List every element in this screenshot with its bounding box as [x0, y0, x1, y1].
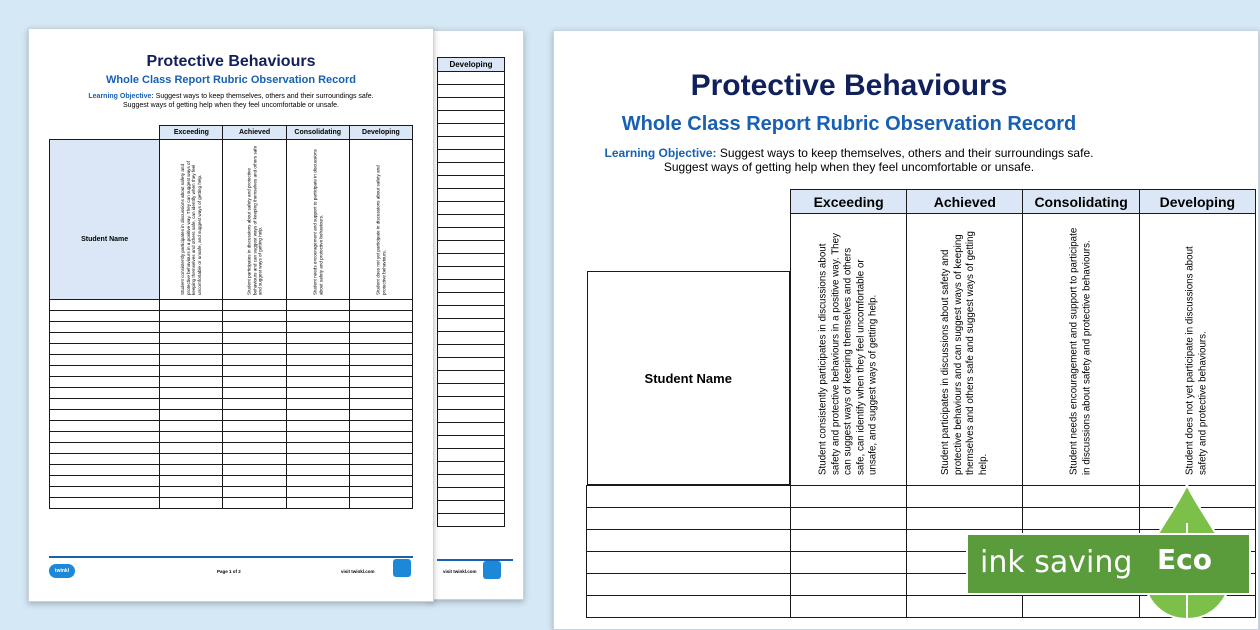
front-desc-achieved-text: Student participates in discussions about safety and protective behaviours and can suggest ways of keeping themselves and others safe and suggest ways of getting help.: [246, 145, 263, 295]
back-footer-badge: [483, 561, 501, 579]
table-row: [50, 366, 413, 377]
table-row: [438, 397, 505, 410]
table-cell[interactable]: [50, 355, 160, 366]
table-cell[interactable]: [160, 366, 223, 377]
table-cell[interactable]: [50, 300, 160, 311]
table-cell[interactable]: [790, 574, 906, 596]
table-cell[interactable]: [50, 377, 160, 388]
table-cell[interactable]: [160, 443, 223, 454]
table-cell[interactable]: [50, 498, 160, 509]
table-cell[interactable]: [286, 311, 349, 322]
table-row: [438, 280, 505, 293]
table-cell[interactable]: [286, 476, 349, 487]
table-cell[interactable]: [438, 384, 505, 397]
front-rubric-table: [49, 125, 413, 509]
table-cell[interactable]: [349, 355, 412, 366]
table-cell[interactable]: [223, 421, 286, 432]
table-cell[interactable]: [438, 358, 505, 371]
front-objective-label: Learning Objective:: [88, 93, 154, 100]
table-cell[interactable]: [907, 486, 1023, 508]
table-cell[interactable]: [907, 596, 1023, 618]
zoomed-desc-consolidating-text: Student needs encouragement and support to participate in discussions about safety and protective behaviours.: [1068, 227, 1093, 475]
table-cell[interactable]: [50, 311, 160, 322]
table-cell[interactable]: [349, 311, 412, 322]
table-row: [50, 432, 413, 443]
table-cell[interactable]: [438, 371, 505, 384]
table-cell[interactable]: [223, 465, 286, 476]
table-cell[interactable]: [349, 344, 412, 355]
table-cell[interactable]: [349, 377, 412, 388]
front-desc-consolidating: [286, 140, 349, 300]
table-cell[interactable]: [286, 399, 349, 410]
table-cell[interactable]: [50, 344, 160, 355]
table-cell[interactable]: [790, 486, 906, 508]
table-row: [438, 72, 505, 85]
table-cell[interactable]: [160, 377, 223, 388]
table-row: [50, 421, 413, 432]
front-col-achieved: Achieved: [223, 126, 286, 140]
table-cell[interactable]: [438, 449, 505, 462]
table-row: [438, 189, 505, 202]
table-cell[interactable]: [50, 399, 160, 410]
front-objective-line2: Suggest ways of getting help when they feel uncomfortable or unsafe.: [123, 102, 339, 109]
table-cell[interactable]: [438, 436, 505, 449]
front-desc-developing: [349, 140, 412, 300]
front-col-exceeding: Exceeding: [160, 126, 223, 140]
table-cell[interactable]: [790, 508, 906, 530]
table-row: [438, 501, 505, 514]
table-row: [438, 137, 505, 150]
table-cell[interactable]: [349, 366, 412, 377]
table-cell[interactable]: [286, 333, 349, 344]
table-cell[interactable]: [349, 388, 412, 399]
back-footer-url: visit twinkl.com: [443, 569, 477, 574]
table-row: [438, 514, 505, 527]
table-cell[interactable]: [223, 443, 286, 454]
table-cell[interactable]: [438, 514, 505, 527]
table-cell[interactable]: [587, 596, 791, 618]
table-cell[interactable]: [438, 332, 505, 345]
table-cell[interactable]: [223, 454, 286, 465]
table-cell[interactable]: [160, 399, 223, 410]
table-cell[interactable]: [438, 176, 505, 189]
table-row: [50, 388, 413, 399]
table-cell[interactable]: [286, 355, 349, 366]
table-cell[interactable]: [349, 333, 412, 344]
table-cell[interactable]: [50, 465, 160, 476]
table-cell[interactable]: [223, 410, 286, 421]
table-row: [50, 487, 413, 498]
table-cell[interactable]: [223, 399, 286, 410]
table-cell[interactable]: [160, 344, 223, 355]
table-cell[interactable]: [1023, 508, 1139, 530]
table-cell[interactable]: [160, 300, 223, 311]
table-cell[interactable]: [160, 421, 223, 432]
table-row: [50, 443, 413, 454]
table-row: [438, 150, 505, 163]
table-row: [438, 267, 505, 280]
table-cell[interactable]: [790, 552, 906, 574]
table-cell[interactable]: [50, 454, 160, 465]
table-cell[interactable]: [223, 322, 286, 333]
table-row: [438, 319, 505, 332]
table-cell[interactable]: [50, 476, 160, 487]
table-row: [438, 384, 505, 397]
zoomed-desc-achieved: [907, 214, 1023, 486]
zoomed-page-title: Protective Behaviours: [690, 69, 1008, 102]
twinkl-logo: twinkl: [49, 564, 75, 578]
table-cell[interactable]: [286, 344, 349, 355]
zoomed-desc-developing: [1139, 214, 1255, 486]
table-row: [438, 410, 505, 423]
table-cell[interactable]: [50, 322, 160, 333]
table-cell[interactable]: [160, 388, 223, 399]
table-row: [438, 371, 505, 384]
table-cell[interactable]: [438, 215, 505, 228]
front-desc-consolidating-text: Student needs encouragement and support to participate in discussions about safety and protective behaviours.: [312, 148, 323, 295]
front-col-developing: Developing: [349, 126, 412, 140]
table-cell[interactable]: [223, 344, 286, 355]
table-cell[interactable]: [160, 498, 223, 509]
front-footer-url: visit twinkl.com: [341, 569, 375, 574]
table-cell[interactable]: [349, 443, 412, 454]
zoomed-desc-exceeding: [790, 214, 906, 486]
table-cell[interactable]: [349, 410, 412, 421]
table-cell[interactable]: [223, 388, 286, 399]
table-cell[interactable]: [349, 322, 412, 333]
table-cell[interactable]: [438, 397, 505, 410]
table-cell[interactable]: [438, 202, 505, 215]
table-cell[interactable]: [349, 421, 412, 432]
table-cell[interactable]: [438, 85, 505, 98]
table-cell[interactable]: [438, 410, 505, 423]
zoomed-col-exceeding: Exceeding: [790, 190, 906, 214]
table-cell[interactable]: [223, 476, 286, 487]
front-desc-exceeding: [160, 140, 223, 300]
front-objective-line1: Suggest ways to keep themselves, others and their surroundings safe.: [155, 93, 374, 100]
table-row: [50, 322, 413, 333]
back-footer-line: [437, 559, 513, 561]
front-footer-line: [49, 556, 413, 558]
table-cell[interactable]: [587, 574, 791, 596]
table-cell[interactable]: [438, 150, 505, 163]
back-header-developing: Developing: [438, 58, 505, 72]
zoomed-desc-developing-text: Student does not yet participate in discussions about safety and protective behaviours.: [1184, 245, 1209, 475]
table-cell[interactable]: [438, 137, 505, 150]
table-row: [438, 332, 505, 345]
table-cell[interactable]: [349, 399, 412, 410]
table-row: [438, 85, 505, 98]
front-desc-exceeding-text: Student consistently participates in discussions about safety and protective behaviours in a positive way. They can suggest ways of keeping themselves and others safe, can identify when they feel uncomfortable or unsafe, and suggest ways of getting help.: [180, 160, 202, 295]
front-page-subtitle: Whole Class Report Rubric Observation Record: [106, 74, 356, 86]
table-cell[interactable]: [349, 465, 412, 476]
table-cell[interactable]: [587, 530, 791, 552]
table-cell[interactable]: [160, 311, 223, 322]
table-cell[interactable]: [907, 508, 1023, 530]
table-cell[interactable]: [438, 241, 505, 254]
front-footer-page: Page 1 of 2: [217, 569, 241, 574]
table-cell[interactable]: [587, 486, 791, 508]
table-row: [438, 306, 505, 319]
table-row: [438, 241, 505, 254]
table-cell[interactable]: [286, 388, 349, 399]
table-cell[interactable]: [160, 410, 223, 421]
table-cell[interactable]: [160, 476, 223, 487]
table-cell[interactable]: [50, 487, 160, 498]
table-cell[interactable]: [50, 333, 160, 344]
table-row: [50, 399, 413, 410]
front-footer-badge: [393, 559, 411, 577]
back-page-table: [437, 57, 505, 527]
zoomed-desc-exceeding-text: Student consistently participates in discussions about safety and protective behaviours in a positive way. They can suggest ways of keeping themselves and others safe, can identify when they feel uncomfortable or unsafe, and suggest ways of getting help.: [817, 232, 879, 475]
table-cell[interactable]: [349, 300, 412, 311]
table-cell[interactable]: [160, 322, 223, 333]
zoomed-objective-line2: Suggest ways of getting help when they feel uncomfortable or unsafe.: [663, 160, 1035, 174]
table-cell[interactable]: [50, 366, 160, 377]
table-row: [438, 228, 505, 241]
table-cell[interactable]: [790, 530, 906, 552]
front-desc-developing-text: Student does not yet participate in discussions about safety and protective behaviours.: [375, 164, 386, 295]
table-cell[interactable]: [160, 432, 223, 443]
table-row: [438, 163, 505, 176]
table-cell[interactable]: [349, 432, 412, 443]
table-cell[interactable]: [438, 98, 505, 111]
table-cell[interactable]: [50, 432, 160, 443]
table-cell[interactable]: [1023, 596, 1139, 618]
table-cell[interactable]: [286, 300, 349, 311]
table-cell[interactable]: [286, 322, 349, 333]
table-cell[interactable]: [160, 465, 223, 476]
zoomed-col-consolidating: Consolidating: [1023, 190, 1139, 214]
table-cell[interactable]: [286, 410, 349, 421]
table-row: [50, 476, 413, 487]
zoomed-objective-line1: Suggest ways to keep themselves, others and their surroundings safe.: [719, 146, 1094, 160]
table-row: [438, 124, 505, 137]
table-cell[interactable]: [223, 366, 286, 377]
table-cell[interactable]: [438, 475, 505, 488]
table-cell[interactable]: [349, 454, 412, 465]
table-cell[interactable]: [438, 124, 505, 137]
table-cell[interactable]: [349, 487, 412, 498]
table-cell[interactable]: [438, 267, 505, 280]
front-student-name-header: [50, 140, 160, 300]
table-row: [50, 355, 413, 366]
table-row: [438, 111, 505, 124]
table-row: [438, 98, 505, 111]
table-cell[interactable]: [160, 355, 223, 366]
table-row: [50, 300, 413, 311]
table-cell[interactable]: [286, 465, 349, 476]
table-row: [438, 254, 505, 267]
table-cell[interactable]: [438, 111, 505, 124]
front-page: [28, 28, 434, 602]
table-cell[interactable]: [790, 596, 906, 618]
table-row: [438, 345, 505, 358]
table-cell[interactable]: [223, 333, 286, 344]
table-row: [438, 436, 505, 449]
zoomed-col-achieved: Achieved: [907, 190, 1023, 214]
table-cell[interactable]: [286, 377, 349, 388]
back-page: [428, 30, 524, 600]
zoomed-desc-achieved-text: Student participates in discussions about safety and protective behaviours and can suggest ways of keeping themselves and others safe and suggest ways of getting help.: [939, 230, 989, 475]
table-cell[interactable]: [223, 300, 286, 311]
table-row: [50, 344, 413, 355]
table-row: [438, 488, 505, 501]
table-cell[interactable]: [438, 293, 505, 306]
table-cell[interactable]: [438, 462, 505, 475]
table-cell[interactable]: [438, 306, 505, 319]
zoomed-page-subtitle: Whole Class Report Rubric Observation Record: [621, 113, 1077, 135]
table-cell[interactable]: [286, 366, 349, 377]
table-cell[interactable]: [438, 488, 505, 501]
ink-saving-text: ink saving: [980, 545, 1133, 580]
zoomed-desc-consolidating: [1023, 214, 1139, 486]
table-row: [438, 449, 505, 462]
table-row: [438, 358, 505, 371]
table-cell[interactable]: [286, 487, 349, 498]
table-cell[interactable]: [1023, 486, 1139, 508]
zoomed-objective: [554, 146, 1144, 174]
table-row: [50, 410, 413, 421]
table-row: [438, 215, 505, 228]
front-objective: [29, 92, 433, 110]
table-row: [438, 423, 505, 436]
table-row: [50, 377, 413, 388]
front-col-consolidating: Consolidating: [286, 126, 349, 140]
table-row: [50, 498, 413, 509]
table-row: [50, 465, 413, 476]
table-cell[interactable]: [587, 552, 791, 574]
table-cell[interactable]: [50, 410, 160, 421]
table-row: [50, 454, 413, 465]
table-cell[interactable]: [286, 432, 349, 443]
table-cell[interactable]: [160, 454, 223, 465]
zoomed-objective-label: Learning Objective:: [604, 146, 717, 160]
table-cell[interactable]: [286, 498, 349, 509]
table-row: [438, 462, 505, 475]
front-student-name-label: Student Name: [81, 236, 129, 243]
eco-label: Eco: [1157, 543, 1212, 576]
table-cell[interactable]: [438, 280, 505, 293]
table-cell[interactable]: [438, 72, 505, 85]
table-row: [50, 311, 413, 322]
table-row: [438, 176, 505, 189]
table-cell[interactable]: [286, 443, 349, 454]
table-row: [438, 202, 505, 215]
table-row: [50, 333, 413, 344]
table-cell[interactable]: [160, 333, 223, 344]
table-cell[interactable]: [438, 228, 505, 241]
table-cell[interactable]: [223, 432, 286, 443]
table-cell[interactable]: [349, 476, 412, 487]
table-row: [438, 293, 505, 306]
table-cell[interactable]: [438, 501, 505, 514]
table-cell[interactable]: [438, 189, 505, 202]
table-cell[interactable]: [349, 498, 412, 509]
table-cell[interactable]: [50, 443, 160, 454]
table-cell[interactable]: [223, 355, 286, 366]
table-cell[interactable]: [223, 487, 286, 498]
table-cell[interactable]: [438, 163, 505, 176]
table-cell[interactable]: [587, 508, 791, 530]
table-cell[interactable]: [438, 319, 505, 332]
zoomed-col-developing: Developing: [1139, 190, 1255, 214]
table-cell[interactable]: [50, 388, 160, 399]
table-cell[interactable]: [438, 254, 505, 267]
front-page-title: Protective Behaviours: [146, 53, 316, 70]
table-cell[interactable]: [223, 377, 286, 388]
table-cell[interactable]: [438, 423, 505, 436]
zoomed-student-name-header: Student Name: [587, 271, 790, 485]
front-desc-achieved: [223, 140, 286, 300]
table-cell[interactable]: [160, 487, 223, 498]
table-cell[interactable]: [286, 421, 349, 432]
table-cell[interactable]: [286, 454, 349, 465]
table-cell[interactable]: [223, 498, 286, 509]
table-row: [438, 475, 505, 488]
table-cell[interactable]: [438, 345, 505, 358]
table-cell[interactable]: [50, 421, 160, 432]
table-cell[interactable]: [223, 311, 286, 322]
